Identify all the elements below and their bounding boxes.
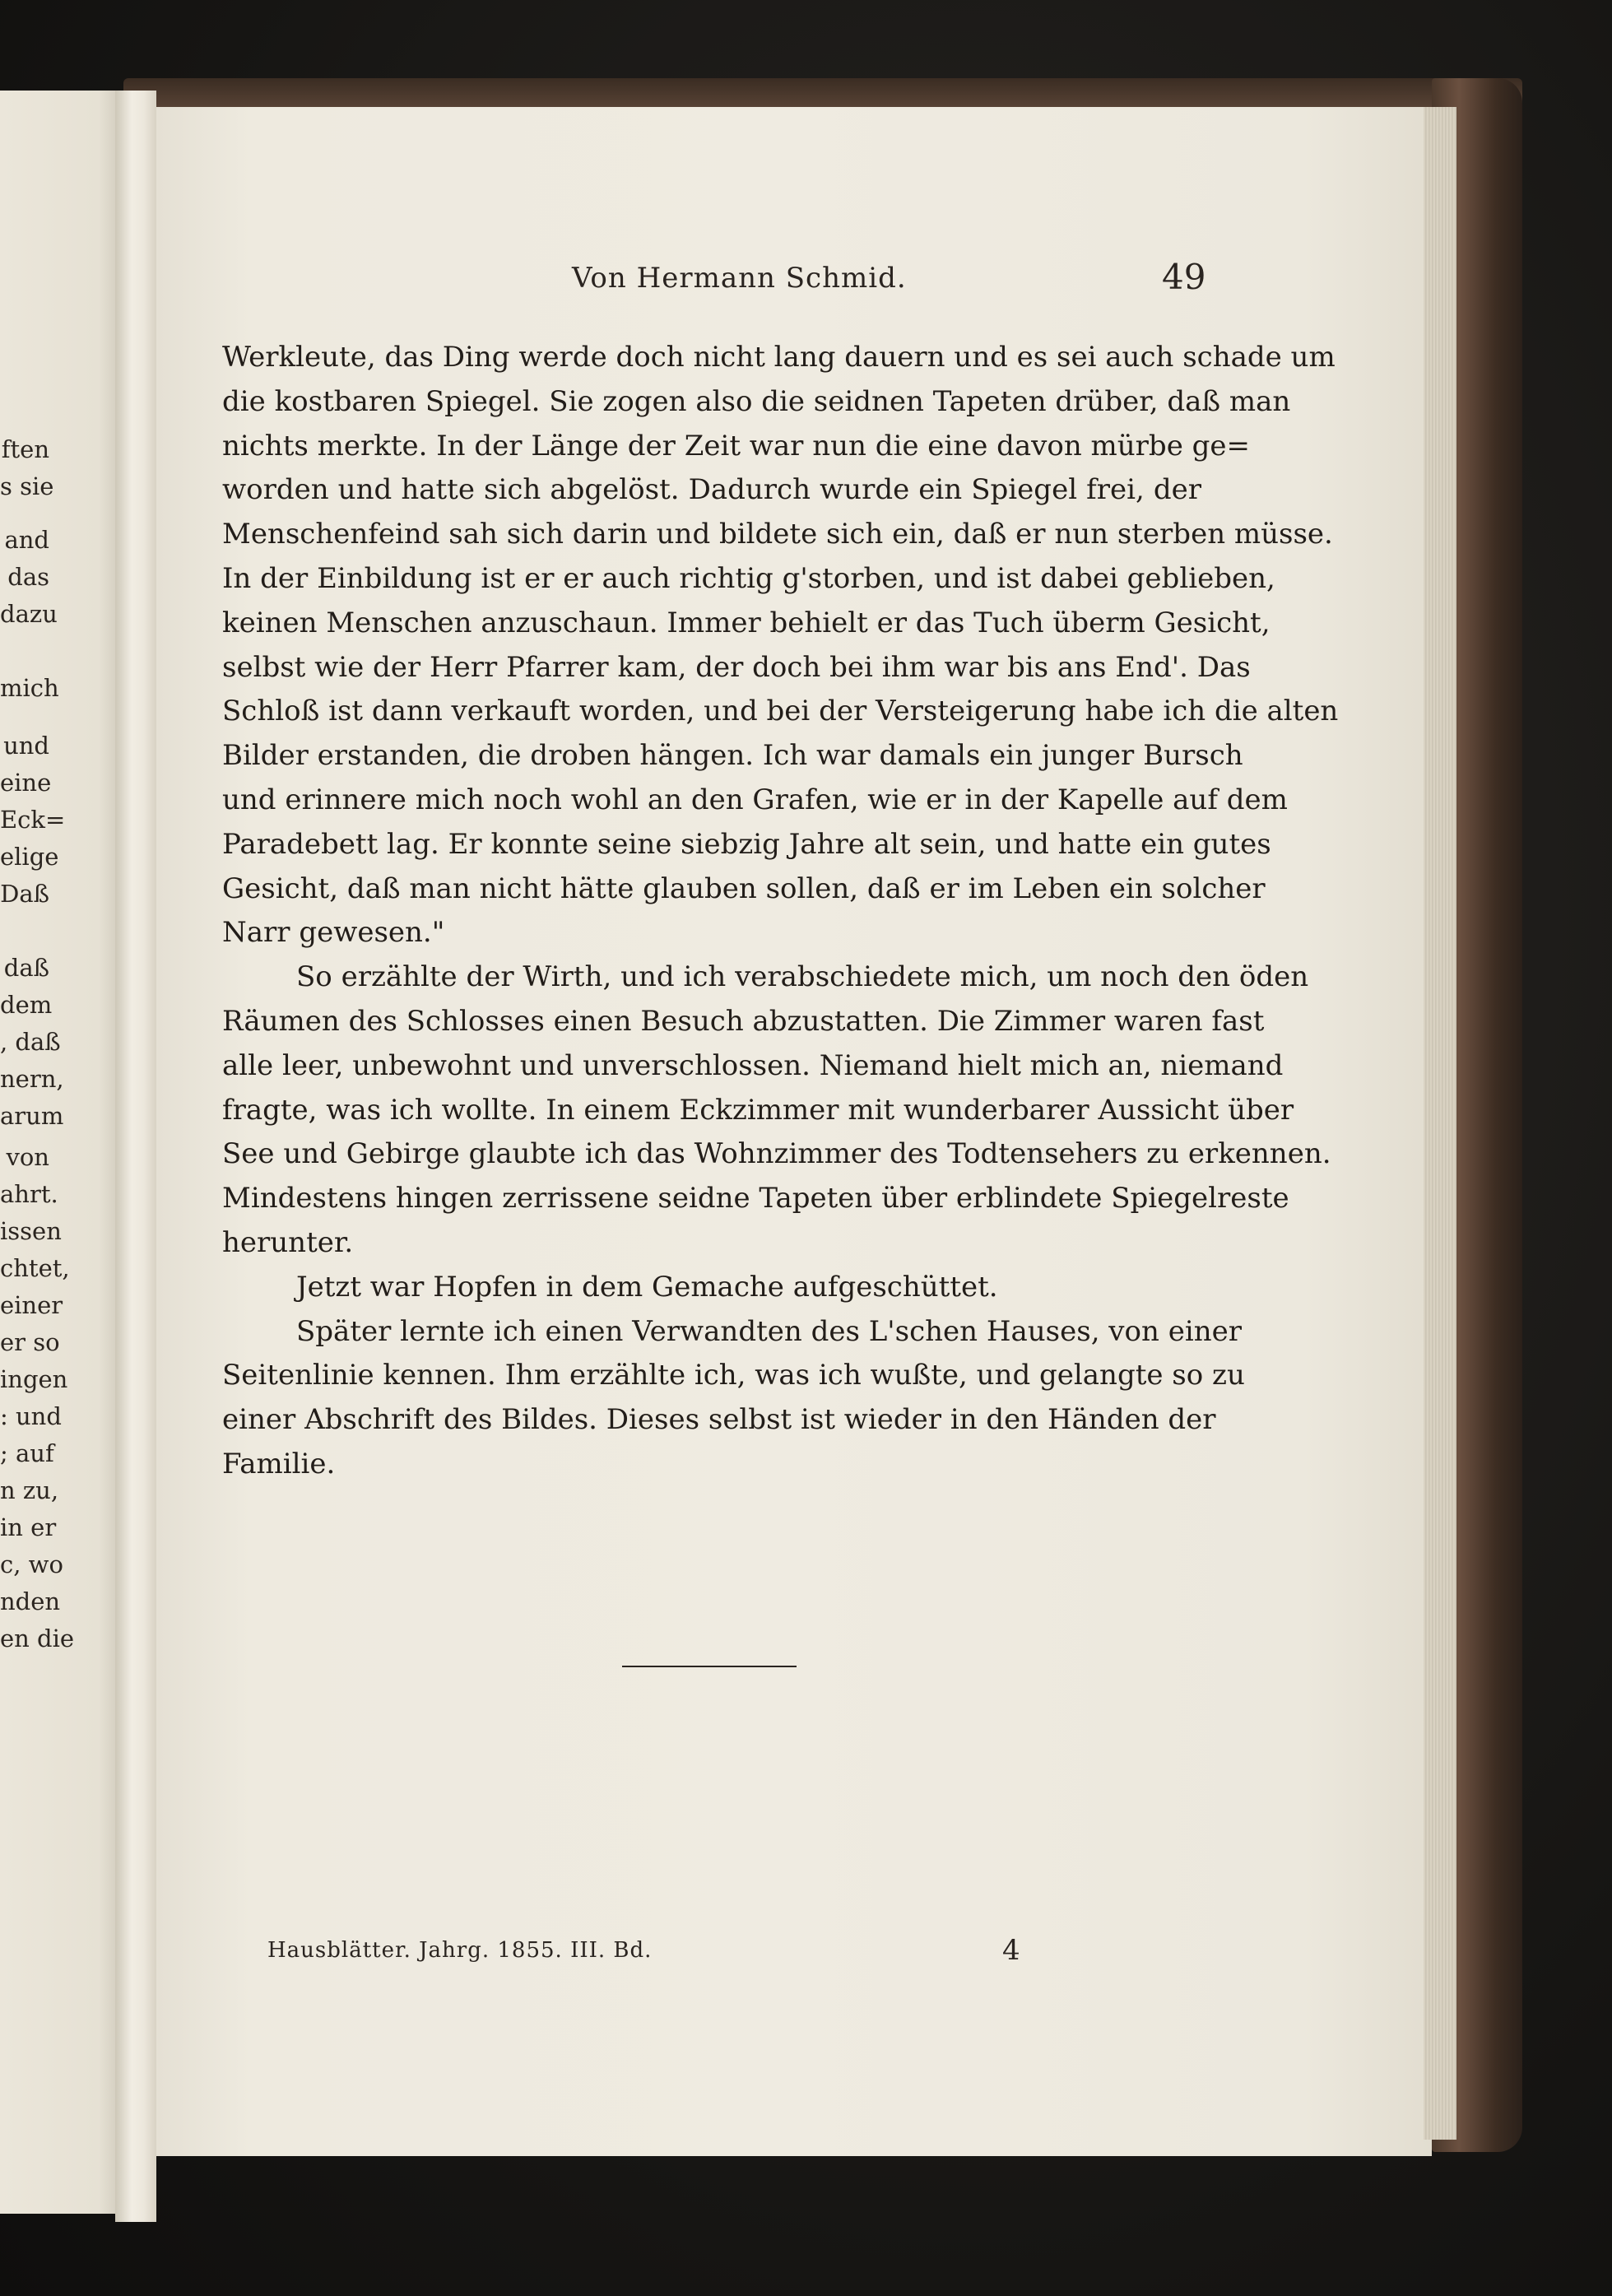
- text-line: die kostbaren Spiegel. Sie zogen also die seidnen Tapeten drüber, daß man: [222, 384, 1291, 418]
- facing-page-fragment: n zu,: [0, 1476, 59, 1504]
- facing-page-fragment: , daß: [0, 1028, 61, 1056]
- facing-page-fragment: dem: [0, 991, 53, 1019]
- text-line: Gesicht, daß man nicht hätte glauben sollen, daß er im Leben ein solcher: [222, 871, 1266, 905]
- facing-page-fragment: nden: [0, 1587, 61, 1615]
- facing-page-fragment: s sie: [0, 472, 54, 500]
- facing-page-fragment: daß: [3, 954, 49, 982]
- book-cover-top-edge: [123, 78, 1522, 111]
- text-line: Menschenfeind sah sich darin und bildete sich ein, daß er nun sterben müsse.: [222, 518, 1333, 551]
- text-line: See und Gebirge glaubte ich das Wohnzimmer des Todtensehers zu erkennen.: [222, 1137, 1331, 1171]
- facing-page-fragment: ften: [1, 435, 49, 463]
- text-line: Bilder erstanden, die droben hängen. Ich war damals ein junger Bursch: [222, 739, 1243, 773]
- running-head-title: Von Hermann Schmid.: [572, 262, 907, 295]
- facing-page-fragment: Daß: [0, 880, 49, 908]
- facing-page-fragment: eine: [0, 769, 52, 797]
- facing-page-fragment: Eck=: [0, 806, 66, 834]
- text-line: Jetzt war Hopfen in dem Gemache aufgeschüttet.: [296, 1270, 998, 1304]
- facing-page-fragment: ahrt.: [0, 1180, 58, 1208]
- facing-page-fragment: einer: [0, 1291, 63, 1319]
- text-line: Familie.: [222, 1447, 336, 1480]
- facing-page-fragment: und: [3, 732, 49, 760]
- facing-page-fragment: chtet,: [0, 1254, 70, 1282]
- facing-page-fragment: en die: [0, 1624, 75, 1652]
- facing-page: [0, 91, 123, 2214]
- facing-page-fragment: nern,: [0, 1065, 64, 1093]
- facing-page-fragment: c, wo: [0, 1550, 63, 1578]
- text-line: nichts merkte. In der Länge der Zeit war nun die eine davon mürbe ge=: [222, 429, 1251, 462]
- text-line: alle leer, unbewohnt und unverschlossen. Niemand hielt mich an, niemand: [222, 1048, 1284, 1082]
- facing-page-fragment: ingen: [0, 1365, 68, 1393]
- text-line: Schloß ist dann verkauft worden, und bei der Versteigerung habe ich die alten: [222, 695, 1339, 728]
- text-line: So erzählte der Wirth, und ich verabschiedete mich, um noch den öden: [296, 960, 1309, 994]
- text-line: worden und hatte sich abgelöst. Dadurch wurde ein Spiegel frei, der: [222, 473, 1201, 507]
- facing-page-fragment: and: [4, 526, 49, 554]
- book-gutter: [115, 91, 156, 2222]
- text-line: Werkleute, das Ding werde doch nicht lang dauern und es sei auch schade um: [222, 341, 1336, 374]
- footer-signature: Hausblätter. Jahrg. 1855. III. Bd.: [267, 1938, 653, 1963]
- facing-page-fragment: in er: [0, 1513, 57, 1541]
- sheet-number: 4: [1002, 1934, 1020, 1967]
- facing-page-fragment: mich: [0, 674, 59, 702]
- text-line: Räumen des Schlosses einen Besuch abzustatten. Die Zimmer waren fast: [222, 1004, 1265, 1038]
- body-text: [222, 336, 1339, 1487]
- text-line: einer Abschrift des Bildes. Dieses selbst ist wieder in den Händen der: [222, 1403, 1216, 1437]
- text-line: Seitenlinie kennen. Ihm erzählte ich, was ich wußte, und gelangte so zu: [222, 1359, 1245, 1392]
- facing-page-fragment: ; auf: [0, 1439, 54, 1467]
- facing-page-fragment: von: [6, 1143, 49, 1171]
- facing-page-fragment: arum: [0, 1102, 64, 1130]
- facing-page-fragment: dazu: [0, 600, 58, 628]
- text-line: herunter.: [222, 1225, 354, 1259]
- text-line: Paradebett lag. Er konnte seine siebzig Jahre alt sein, und hatte ein gutes: [222, 827, 1271, 861]
- text-line: In der Einbildung ist er er auch richtig g'storben, und ist dabei geblieben,: [222, 561, 1275, 595]
- section-end-rule: [622, 1666, 797, 1667]
- text-line: Mindestens hingen zerrissene seidne Tapeten über erblindete Spiegelreste: [222, 1182, 1289, 1215]
- facing-page-fragment: : und: [0, 1402, 62, 1430]
- text-line: Später lernte ich einen Verwandten des L'schen Hauses, von einer: [296, 1314, 1242, 1348]
- page-stack-edge: [1424, 107, 1456, 2140]
- page-number: 49: [1162, 257, 1206, 297]
- text-line: selbst wie der Herr Pfarrer kam, der doch bei ihm war bis ans End'. Das: [222, 650, 1251, 684]
- facing-page-fragment: issen: [0, 1217, 62, 1245]
- text-line: Narr gewesen.": [222, 916, 445, 950]
- facing-page-fragment: er so: [0, 1328, 60, 1356]
- facing-page-fragment: das: [7, 563, 49, 591]
- text-line: keinen Menschen anzuschaun. Immer behielt er das Tuch überm Gesicht,: [222, 606, 1271, 639]
- text-line: und erinnere mich noch wohl an den Grafen, wie er in der Kapelle auf dem: [222, 783, 1288, 816]
- text-line: fragte, was ich wollte. In einem Eckzimmer mit wunderbarer Aussicht über: [222, 1093, 1294, 1127]
- facing-page-fragment: elige: [0, 843, 59, 871]
